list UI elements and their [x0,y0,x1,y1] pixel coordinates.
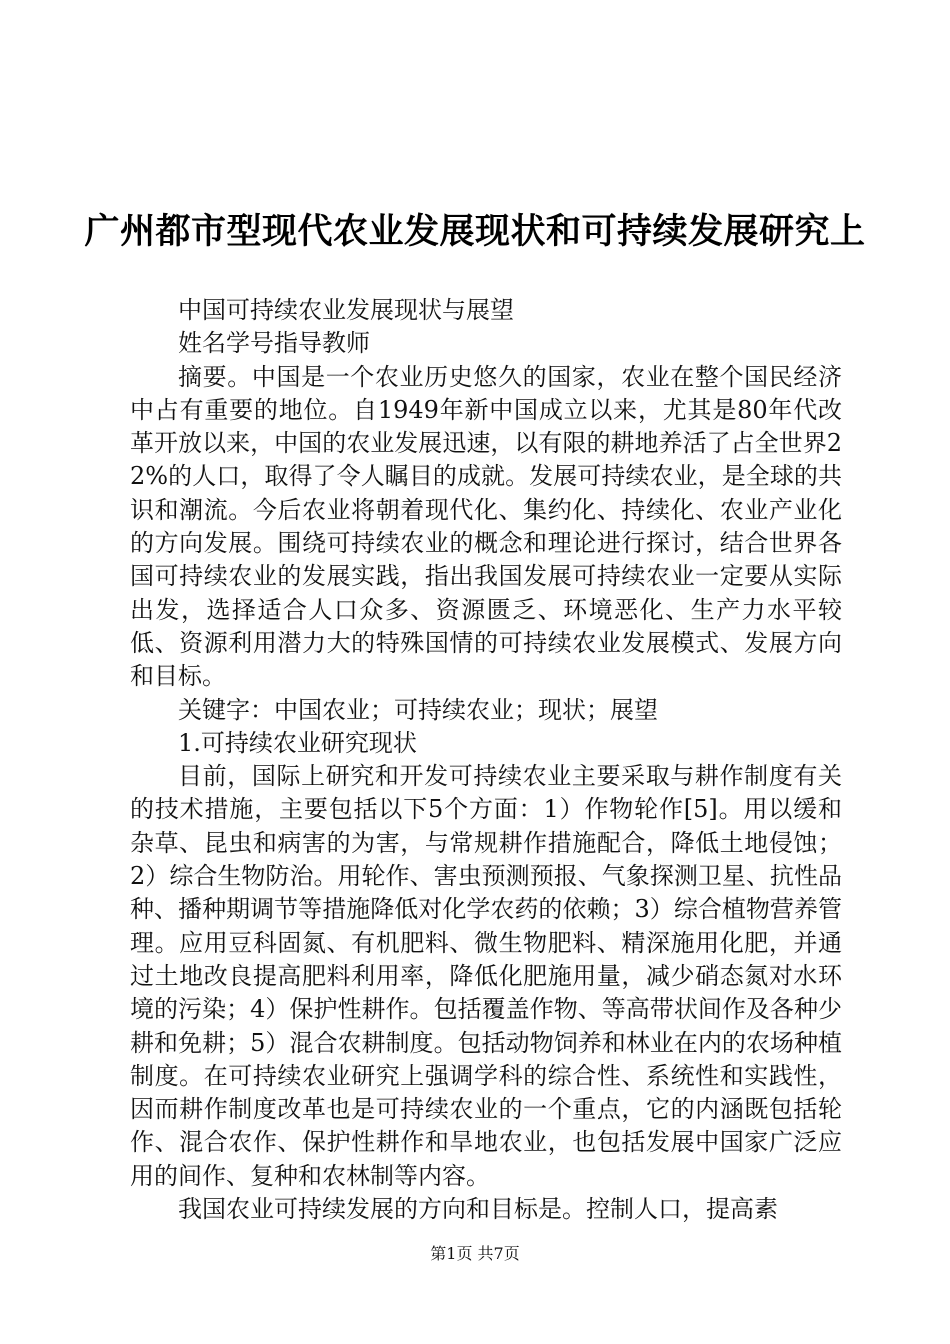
body-paragraph: 目前，国际上研究和开发可持续农业主要采取与耕作制度有关的技术措施，主要包括以下5个方面：1）作物轮作[5]。用以缓和杂草、昆虫和病害的为害，与常规耕作措施配合，降低土地侵蚀；2）综合生物防治。用轮作、害虫预测预报、气象探测卫星、抗性品种、播种期调节等措施降低对化学农药的依赖；3）综合植物营养管理。应用豆科固氮、有机肥料、微生物肥料、精深施用化肥，并通过土地改良提高肥料利用率，降低化肥施用量，减少硝态氮对水环境的污染；4）保护性耕作。包括覆盖作物、等高带状间作及各种少耕和免耕；5）混合农耕制度。包括动物饲养和林业在内的农场种植制度。在可持续农业研究上强调学科的综合性、系统性和实践性，因而耕作制度改革也是可持续农业的一个重点，它的内涵既包括轮作、混合农作、保护性耕作和旱地农业，也包括发展中国家广泛应用的间作、复种和农林制等内容。 [130,762,842,1190]
subtitle-paragraph: 中国可持续农业发展现状与展望 [178,296,514,324]
document-body [130,294,842,1226]
body-paragraph: 我国农业可持续发展的方向和目标是。控制人口，提高素 [178,1195,778,1224]
section-heading: 1.可持续农业研究现状 [178,728,417,757]
document-title: 广州都市型现代农业发展现状和可持续发展研究上 [84,212,866,253]
keywords-paragraph: 关键字：中国农业；可持续农业；现状；展望 [178,695,658,724]
author-info-paragraph: 姓名学号指导教师 [178,329,370,358]
abstract-paragraph: 摘要。中国是一个农业历史悠久的国家，农业在整个国民经济中占有重要的地位。自1949年新中国成立以来，尤其是80年代改革开放以来，中国的农业发展迅速，以有限的耕地养活了占全世界22%的人口，取得了令人瞩目的成就。发展可持续农业，是全球的共识和潮流。今后农业将朝着现代化、集约化、持续化、农业产业化的方向发展。围绕可持续农业的概念和理论进行探讨，结合世界各国可持续农业的发展实践，指出我国发展可持续农业一定要从实际出发，选择适合人口众多、资源匮乏、环境恶化、生产力水平较低、资源利用潜力大的特殊国情的可持续农业发展模式、发展方向和目标。 [130,362,842,691]
page-footer: 第1页 共7页 [430,1244,520,1263]
